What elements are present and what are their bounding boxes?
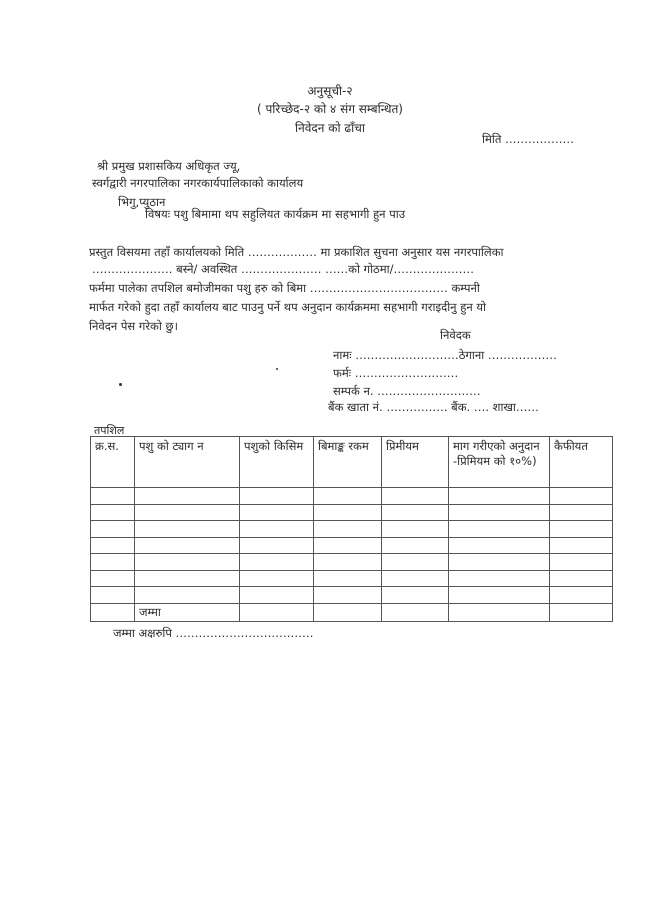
table-cell — [550, 554, 613, 571]
table-cell — [382, 603, 449, 621]
body-line-2: ………………… बस्ने/ अवस्थित ………………… ……को गोठमा/………………… — [92, 262, 474, 276]
table-row — [91, 488, 613, 505]
table-cell — [449, 537, 550, 554]
table-cell — [449, 603, 550, 621]
table-caption: तपशिल — [94, 424, 125, 437]
table-row — [91, 504, 613, 521]
table-row — [91, 570, 613, 587]
header-insured-amount: बिमाङ्क रकम — [314, 437, 382, 488]
recipient-office: स्वर्गद्वारी नगरपालिका नगरकार्यपालिकाको कार्यालय — [92, 176, 304, 190]
table-cell — [135, 587, 240, 604]
header-requested-grant: माग गरीएको अनुदान -प्रिमियम को १०%) — [449, 437, 550, 488]
subject-line: विषयः पशु बिमामा थप सहुलियत कार्यक्रम मा सहभागी हुन पाउ — [145, 207, 406, 221]
total-label: जम्मा — [135, 603, 240, 621]
table-cell — [382, 504, 449, 521]
table-cell — [382, 570, 449, 587]
applicant-name-line: नामः ………………………ठेगाना ……………… — [333, 348, 557, 362]
table-cell — [91, 504, 135, 521]
table-cell — [382, 488, 449, 505]
applicant-contact-line: सम्पर्क न. ……………………… — [333, 384, 481, 398]
total-in-words-line: जम्मा अक्षरुपि ……………………………… — [113, 626, 314, 640]
table-cell — [449, 521, 550, 538]
applicant-firm-line: फर्मः ……………………… — [333, 366, 459, 380]
table-cell — [550, 537, 613, 554]
stray-dot-mark — [119, 383, 122, 386]
table-cell — [314, 521, 382, 538]
table-cell — [550, 587, 613, 604]
table-cell — [135, 537, 240, 554]
table-cell — [91, 521, 135, 538]
schedule-heading: अनुसूची-२ — [307, 84, 353, 98]
table-cell — [240, 554, 314, 571]
livestock-details-table — [90, 436, 613, 622]
table-cell — [449, 488, 550, 505]
table-cell — [135, 521, 240, 538]
table-cell — [91, 488, 135, 505]
header-premium: प्रिमीयम — [382, 437, 449, 488]
table-cell — [91, 603, 135, 621]
body-line-5: निवेदन पेस गरेको छु। — [89, 319, 178, 333]
body-line-3: फर्ममा पालेका तपशिल बमोजीमका पशु हरु को बिमा ……………………………… कम्पनी — [89, 281, 480, 295]
table-cell — [314, 554, 382, 571]
table-cell — [314, 488, 382, 505]
table-cell — [240, 521, 314, 538]
header-tag-number: पशु को ट्याग न — [135, 437, 240, 488]
recipient-location: भिगु,प्युठान — [118, 195, 166, 209]
table-cell — [449, 504, 550, 521]
table-cell — [91, 587, 135, 604]
header-remarks: कैफीयत — [550, 437, 613, 488]
table-cell — [240, 603, 314, 621]
table-cell — [550, 504, 613, 521]
table-cell — [240, 488, 314, 505]
table-row — [91, 587, 613, 604]
table-cell — [135, 488, 240, 505]
table-row — [91, 521, 613, 538]
table-cell — [550, 570, 613, 587]
table-cell — [240, 537, 314, 554]
table-cell — [91, 554, 135, 571]
header-animal-type: पशुको किसिम — [240, 437, 314, 488]
table-cell — [91, 537, 135, 554]
table-cell — [314, 504, 382, 521]
table-cell — [240, 570, 314, 587]
table-cell — [91, 570, 135, 587]
table-cell — [135, 570, 240, 587]
table-header-row — [91, 437, 613, 488]
table-cell — [314, 537, 382, 554]
table-cell — [550, 488, 613, 505]
table-cell — [382, 521, 449, 538]
applicant-heading: निवेदक — [440, 328, 471, 342]
table-cell — [449, 587, 550, 604]
related-section-note: ( परिच्छेद-२ को ४ संग सम्बन्धित) — [257, 102, 403, 116]
date-line: मिति ……………… — [482, 132, 575, 146]
table-cell — [449, 570, 550, 587]
table-row — [91, 554, 613, 571]
table-cell — [240, 504, 314, 521]
body-line-1: प्रस्तुत विसयमा तहाँ कार्यालयको मिति ……………… मा प्रकाशित सुचना अनुसार यस नगरपालिका — [89, 245, 504, 259]
form-title: निवेदन को ढाँचा — [294, 121, 366, 135]
table-cell — [314, 570, 382, 587]
table-cell — [240, 587, 314, 604]
table-row — [91, 537, 613, 554]
stray-dot-mark — [276, 368, 278, 370]
table-total-row — [91, 603, 613, 621]
table-cell — [135, 504, 240, 521]
table-cell — [550, 521, 613, 538]
recipient-title: श्री प्रमुख प्रशासकिय अधिकृत ज्यू, — [97, 159, 241, 173]
body-line-4: मार्फत गरेको हुदा तहाँ कार्यालय बाट पाउनु पर्ने थप अनुदान कार्यक्रममा सहभागी गराइदीनु हुन यो — [89, 300, 487, 314]
table-cell — [550, 603, 613, 621]
table-cell — [382, 587, 449, 604]
table-cell — [382, 554, 449, 571]
table-cell — [314, 587, 382, 604]
table-cell — [382, 537, 449, 554]
table-cell — [449, 554, 550, 571]
table-cell — [135, 554, 240, 571]
table-cell — [314, 603, 382, 621]
applicant-bank-line: बैंक खाता नं. ……………. बैंक. …. शाखा…… — [328, 400, 539, 414]
header-serial-no: क्र.स. — [91, 437, 135, 488]
